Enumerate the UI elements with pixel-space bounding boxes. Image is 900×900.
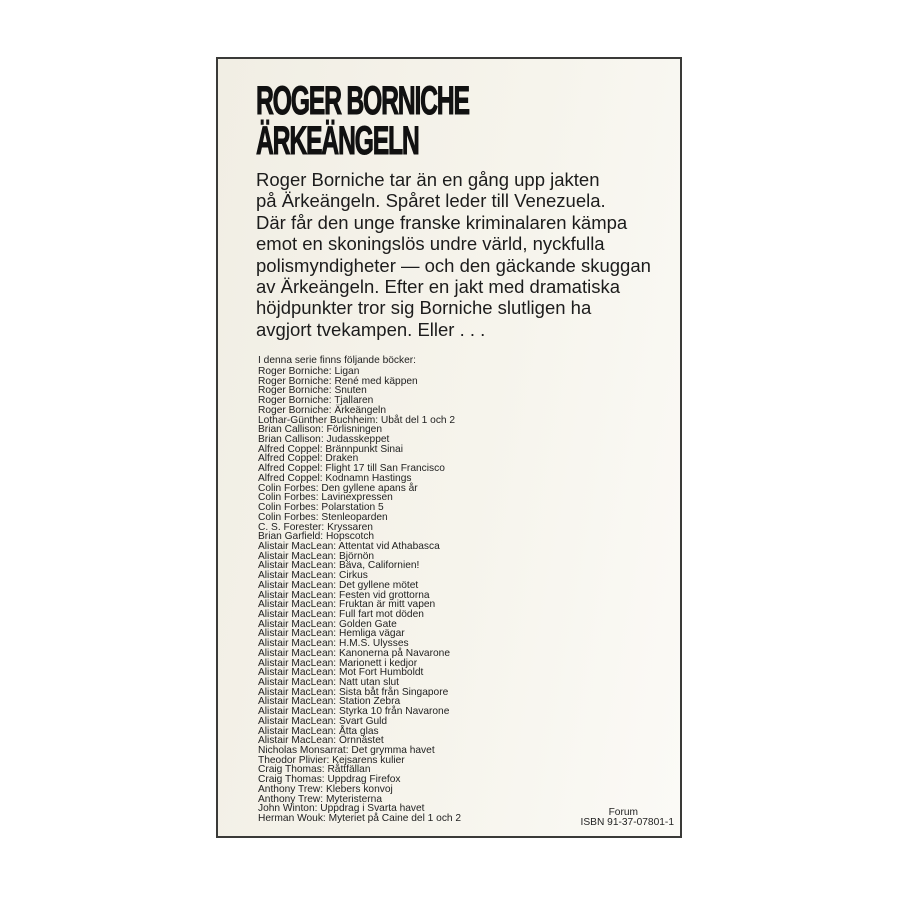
series-item: Alfred Coppel: Flight 17 till San Francisco <box>258 463 445 475</box>
series-item: Roger Borniche: René med käppen <box>258 375 418 387</box>
series-item: Alistair MacLean: Fruktan är mitt vapen <box>258 599 436 611</box>
series-item: Alistair MacLean: Full fart mot döden <box>258 608 424 620</box>
series-item: Colin Forbes: Polarstation 5 <box>258 502 384 514</box>
series-item: Alistair MacLean: Det gyllene mötet <box>258 579 419 591</box>
blurb <box>256 169 676 340</box>
series-item: Alistair MacLean: Marionett i kedjor <box>258 657 418 669</box>
series-item: Alistair MacLean: Kanonerna på Navarone <box>258 647 450 659</box>
series-item: Alistair MacLean: Sista båt från Singapore <box>258 686 449 698</box>
blurb-line: polismyndigheter — och den gäckande skuggan <box>256 254 651 276</box>
series-item: Roger Borniche: Tjallaren <box>258 395 374 407</box>
blurb-line: Roger Borniche tar än en gång upp jakten <box>256 169 600 190</box>
series-item: Colin Forbes: Den gyllene apans år <box>258 482 418 494</box>
series-item: Alistair MacLean: Golden Gate <box>258 618 397 630</box>
title-heading: ÄRKEÄNGELN <box>256 119 419 163</box>
series-item: Alistair MacLean: Attentat vid Athabasca <box>258 540 440 552</box>
series-item: Colin Forbes: Stenleoparden <box>258 511 388 523</box>
blurb-line: Där får den unge franske kriminalaren kämpa <box>256 211 628 233</box>
series-item: Alistair MacLean: Styrka 10 från Navarone <box>258 706 450 718</box>
blurb-line: avgjort tvekampen. Eller . . . <box>256 318 486 340</box>
blurb-line: höjdpunkter tror sig Borniche slutligen ha <box>256 297 592 319</box>
series-item: Roger Borniche: Ligan <box>258 366 360 377</box>
series-item: Theodor Plivier: Kejsarens kulier <box>258 754 405 766</box>
series-item: Alfred Coppel: Kodnamn Hastings <box>258 472 412 484</box>
series-item: Alistair MacLean: Mot Fort Humboldt <box>258 667 424 679</box>
blurb-line: av Ärkeängeln. Efter en jakt med dramatiska <box>256 276 621 298</box>
series-item: Alistair MacLean: Station Zebra <box>258 696 401 708</box>
series-item: Alfred Coppel: Draken <box>258 453 359 465</box>
series-item: Brian Garfield: Hopscotch <box>258 531 375 543</box>
series-item: Lothar-Günther Buchheim: Ubåt del 1 och 2 <box>258 414 456 426</box>
series-item: Colin Forbes: Lavinexpressen <box>258 492 393 504</box>
series-item: Alfred Coppel: Brännpunkt Sinai <box>258 443 403 455</box>
blurb-line: på Ärkeängeln. Spåret leder till Venezuela. <box>256 190 606 212</box>
series-item: Alistair MacLean: Cirkus <box>258 570 368 582</box>
series-item: Brian Callison: Judasskeppet <box>258 434 390 446</box>
series-item: Roger Borniche: Snuten <box>258 385 367 397</box>
series-item: Brian Callison: Förlisningen <box>258 424 383 436</box>
publisher-name: Forum <box>608 807 638 818</box>
book-back-cover <box>216 57 682 838</box>
series-heading: I denna serie finns följande böcker: <box>258 355 417 366</box>
author-heading: ROGER BORNICHE <box>256 79 469 123</box>
series-item: C. S. Forester: Kryssaren <box>258 521 373 533</box>
series-item: Alistair MacLean: Festen vid grottorna <box>258 589 430 601</box>
series-item: Anthony Trew: Klebers konvoj <box>258 783 393 795</box>
series-item: Alistair MacLean: H.M.S. Ulysses <box>258 638 409 650</box>
series-item: Craig Thomas: Råttfällan <box>258 764 371 776</box>
series-item: Herman Wouk: Myteriet på Caine del 1 och 2 <box>258 813 462 825</box>
series-item: Alistair MacLean: Bäva, Californien! <box>258 560 420 572</box>
series-item: Alistair MacLean: Natt utan slut <box>258 677 399 688</box>
blurb-line: emot en skoningslös undre värld, nyckfulla <box>256 233 605 255</box>
series-item: Alistair MacLean: Örnnästet <box>258 735 384 747</box>
series-list <box>258 367 461 824</box>
series-item: Alistair MacLean: Svart Guld <box>258 715 388 727</box>
series-item: Anthony Trew: Myteristerna <box>258 793 382 805</box>
series-item: Roger Borniche: Ärkeängeln <box>258 404 386 416</box>
series-item: Craig Thomas: Uppdrag Firefox <box>258 774 401 786</box>
isbn-number: ISBN 91-37-07801-1 <box>580 817 674 828</box>
series-item: Alistair MacLean: Björnön <box>258 550 375 562</box>
series-item: Alistair MacLean: Åtta glas <box>258 725 379 737</box>
series-item: John Winton: Uppdrag i Svarta havet <box>258 803 425 815</box>
series-item: Nicholas Monsarrat: Det grymma havet <box>258 745 435 757</box>
series-item: Alistair MacLean: Hemliga vägar <box>258 628 405 640</box>
